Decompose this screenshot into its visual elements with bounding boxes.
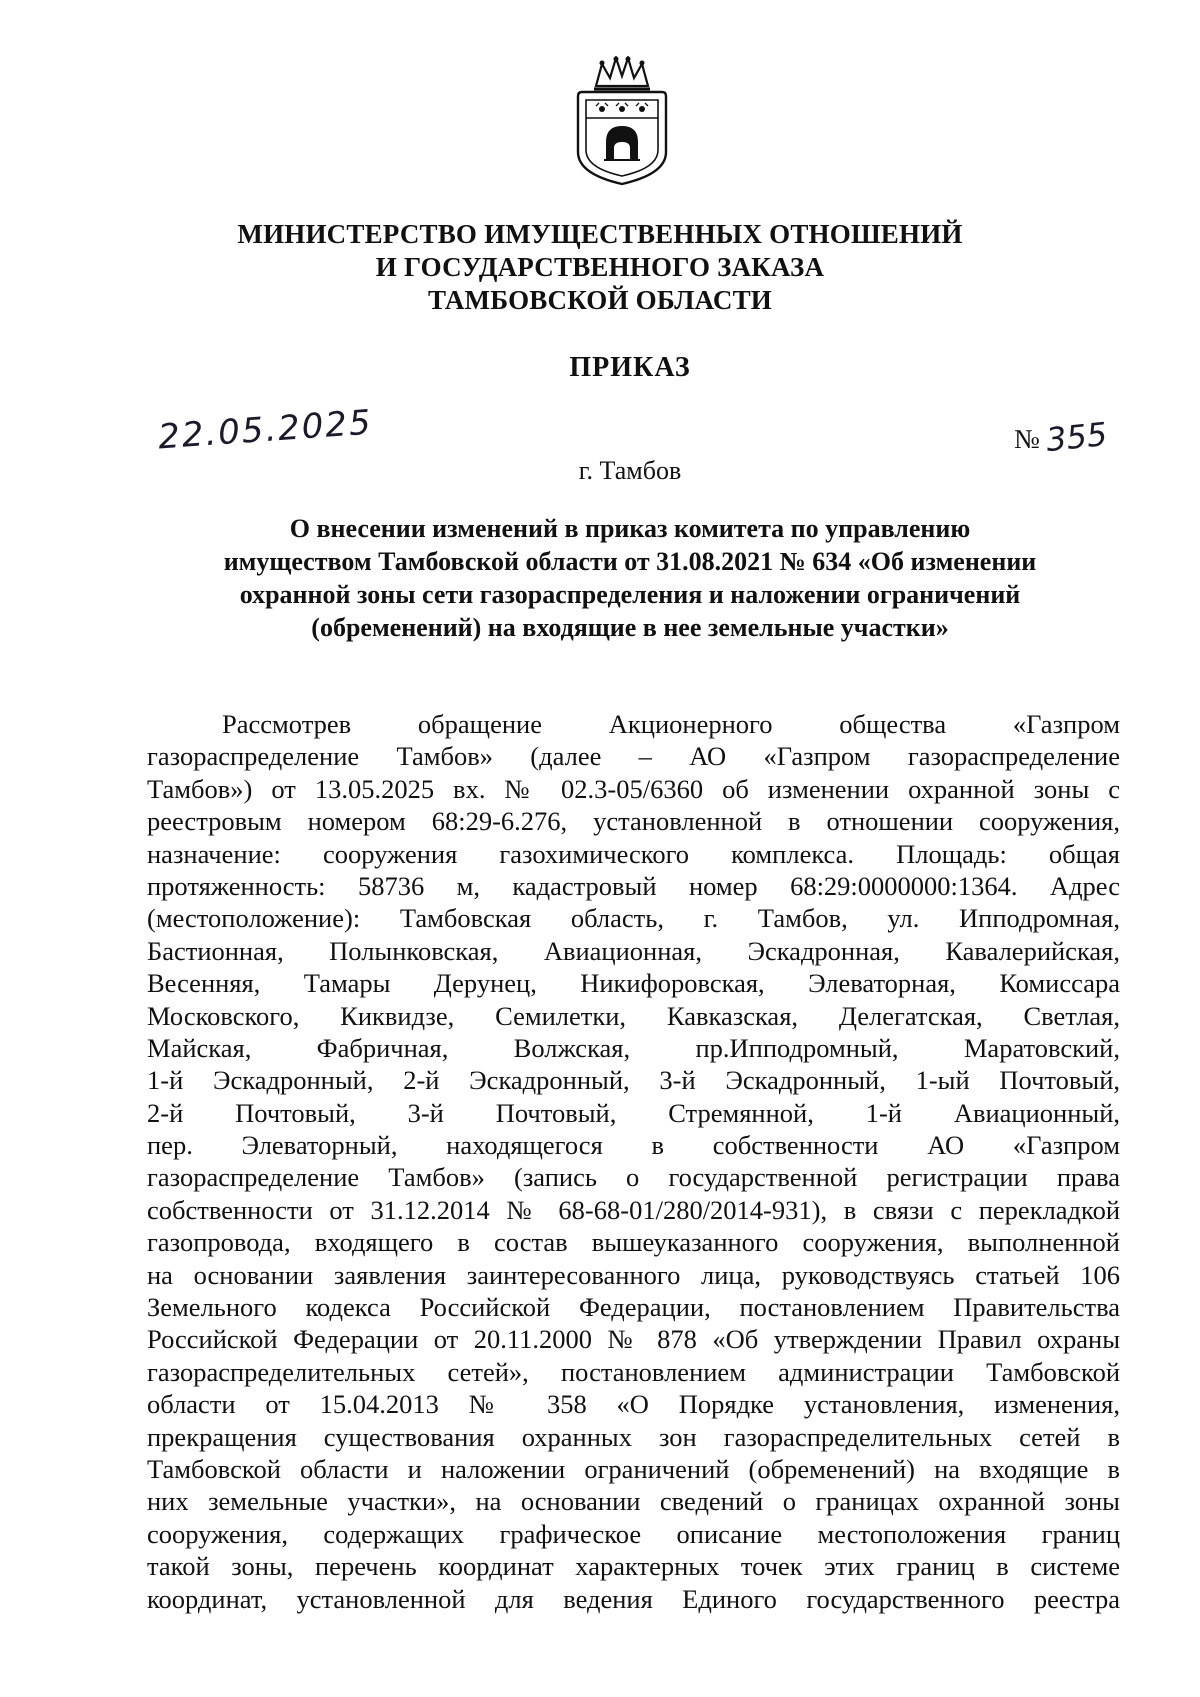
body-line: газораспределение Тамбов» (далее – АО «Газпром газораспределение bbox=[147, 741, 1120, 772]
body-line: области от 15.04.2013 № 358 «О Порядке установления, изменения, bbox=[147, 1389, 1120, 1420]
ministry-name-line: ТАМБОВСКОЙ ОБЛАСТИ bbox=[427, 285, 773, 315]
subject-line: О внесении изменений в приказ комитета по управлению bbox=[289, 514, 971, 543]
tambov-coat-of-arms-icon bbox=[568, 56, 676, 188]
document-number bbox=[1014, 414, 1109, 460]
order-body-paragraph bbox=[147, 708, 1120, 1615]
body-line: координат, установленной для ведения Единого государственного реестра bbox=[147, 1583, 1120, 1614]
body-line: Российской Федерации от 20.11.2000 № 878 «Об утверждении Правил охраны bbox=[147, 1324, 1120, 1355]
body-line: Тамбовской области и наложении ограничений (обременений) на входящие в bbox=[147, 1453, 1120, 1484]
body-line: прекращения существования охранных зон газораспределительных сетей в bbox=[147, 1421, 1120, 1452]
subject-line: (обременений) на входящие в нее земельные участки» bbox=[311, 613, 949, 642]
ministry-name-line: И ГОСУДАРСТВЕННОГО ЗАКАЗА bbox=[375, 252, 825, 282]
body-line: Майская, Фабричная, Волжская, пр.Ипподромный, Маратовский, bbox=[147, 1032, 1120, 1063]
order-subject bbox=[150, 512, 1110, 644]
body-line: газопровода, входящего в состав вышеуказанного сооружения, выполненной bbox=[147, 1227, 1120, 1258]
body-line: такой зоны, перечень координат характерных точек этих границ в системе bbox=[147, 1551, 1120, 1582]
body-line: газораспределение Тамбов» (запись о государственной регистрации права bbox=[147, 1162, 1120, 1193]
body-line: (местоположение): Тамбовская область, г. Тамбов, ул. Ипподромная, bbox=[147, 903, 1120, 934]
body-line: протяженность: 58736 м, кадастровый номер 68:29:0000000:1364. Адрес bbox=[147, 870, 1120, 901]
body-line: 1-й Эскадронный, 2-й Эскадронный, 3-й Эскадронный, 1-ый Почтовый, bbox=[147, 1065, 1120, 1096]
city-line: г. Тамбов bbox=[578, 456, 682, 485]
body-line: пер. Элеваторный, находящегося в собственности АО «Газпром bbox=[147, 1130, 1120, 1161]
body-line: Земельного кодекса Российской Федерации, постановлением Правительства bbox=[147, 1292, 1120, 1323]
document-type-title: ПРИКАЗ bbox=[569, 352, 691, 383]
ministry-name-line: МИНИСТЕРСТВО ИМУЩЕСТВЕННЫХ ОТНОШЕНИЙ bbox=[237, 219, 963, 249]
subject-line: охранной зоны сети газораспределения и наложении ограничений bbox=[239, 580, 1021, 609]
subject-line: имуществом Тамбовской области от 31.08.2021 № 634 «Об изменении bbox=[223, 547, 1037, 576]
body-line: Тамбов») от 13.05.2025 вх. № 02.3-05/6360 об изменении охранной зоны с bbox=[147, 773, 1120, 804]
number-sign: № bbox=[1014, 424, 1040, 454]
body-line: них земельные участки», на основании сведений о границах охранной зоны bbox=[147, 1486, 1120, 1517]
handwritten-date: 22.05.2025 bbox=[156, 402, 374, 458]
body-line: газораспределительных сетей», постановлением администрации Тамбовской bbox=[147, 1356, 1120, 1387]
body-line: на основании заявления заинтересованного лица, руководствуясь статьей 106 bbox=[147, 1259, 1120, 1290]
body-line: сооружения, содержащих графическое описание местоположения границ bbox=[147, 1518, 1120, 1549]
body-line: назначение: сооружения газохимического комплекса. Площадь: общая bbox=[147, 838, 1120, 869]
body-line: Московского, Киквидзе, Семилетки, Кавказская, Делегатская, Светлая, bbox=[147, 1000, 1120, 1031]
body-line: Весенняя, Тамары Дерунец, Никифоровская, Элеваторная, Комиссара bbox=[147, 968, 1120, 999]
body-line: Бастионная, Полынковская, Авиационная, Эскадронная, Кавалерийская, bbox=[147, 935, 1120, 966]
handwritten-number: 355 bbox=[1043, 414, 1109, 460]
body-line: собственности от 31.12.2014 № 68-68-01/280/2014-931), в связи с перекладкой bbox=[147, 1194, 1120, 1225]
body-line: Рассмотрев обращение Акционерного общества «Газпром bbox=[222, 709, 1120, 739]
body-line: 2-й Почтовый, 3-й Почтовый, Стремянной, 1-й Авиационный, bbox=[147, 1097, 1120, 1128]
ministry-name bbox=[150, 218, 1050, 317]
body-line: реестровым номером 68:29-6.276, установленной в отношении сооружения, bbox=[147, 806, 1120, 837]
